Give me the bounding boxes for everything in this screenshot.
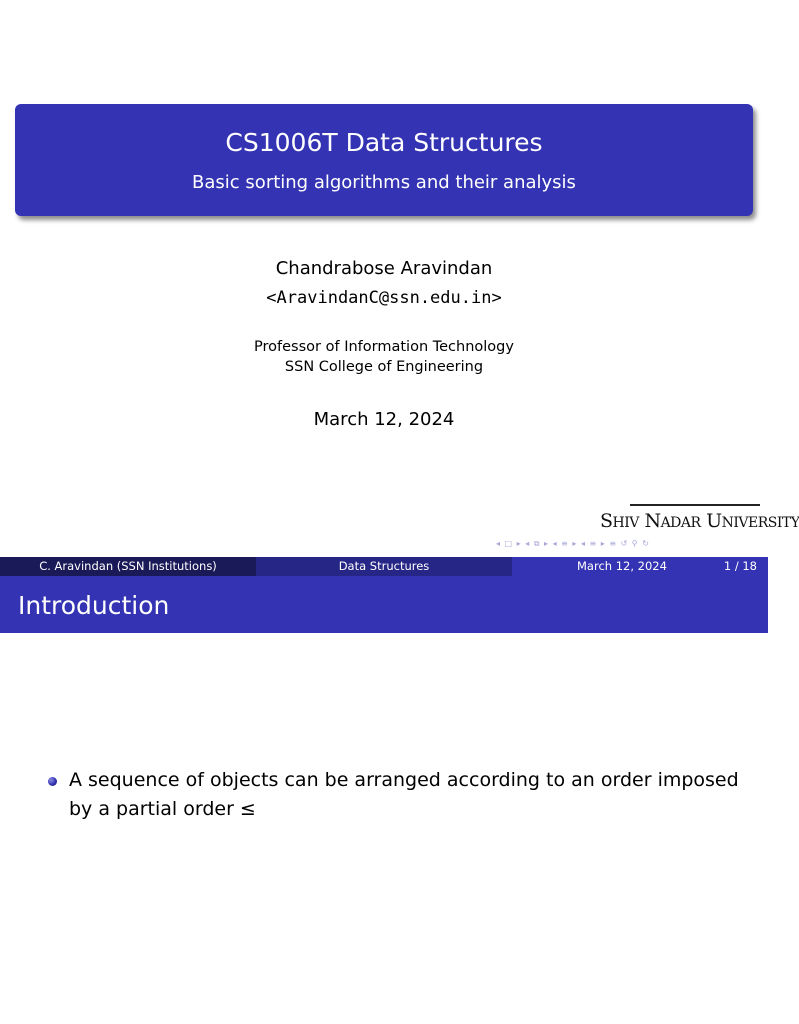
footer-date: March 12, 2024: [577, 559, 667, 573]
author-institution: SSN College of Engineering: [284, 359, 484, 375]
footer-bar: [0, 557, 768, 576]
footer-author: C. Aravindan (SSN Institutions): [39, 559, 217, 573]
bullet-icon: [48, 777, 57, 786]
university-logo: [598, 502, 799, 538]
title-box: [15, 104, 753, 216]
footer-title: Data Structures: [338, 559, 430, 573]
author-position: Professor of Information Technology: [254, 339, 514, 355]
logo-wordmark: SHIV NADAR UNIVERSITY: [600, 510, 799, 532]
footer-title-section: [256, 557, 512, 576]
presentation-subtitle: Basic sorting algorithms and their analysis: [192, 172, 576, 193]
author-email: <AravindanC@ssn.edu.in>: [266, 288, 502, 308]
footer-author-section: [0, 557, 256, 576]
bullet-text: A sequence of objects can be arranged according to an order imposed by a partial order ≤: [69, 769, 739, 820]
author-name: Chandrabose Aravindan: [275, 258, 493, 279]
logo-rule: [630, 504, 760, 506]
frame-title-bar: [0, 576, 768, 633]
presentation-title: CS1006T Data Structures: [225, 128, 543, 157]
footer-page-number: 1 / 18: [723, 559, 757, 573]
footer-date-section: [512, 557, 768, 576]
frame-title: Introduction: [18, 591, 170, 620]
beamer-navigation-icons[interactable]: ◂ □ ▸ ◂ ⧉ ▸ ◂ ≡ ▸ ◂ ≡ ▸ ≡ ↺ ⚲ ↻: [496, 539, 650, 548]
content-slide: [0, 576, 768, 1024]
presentation-date: March 12, 2024: [313, 409, 455, 430]
